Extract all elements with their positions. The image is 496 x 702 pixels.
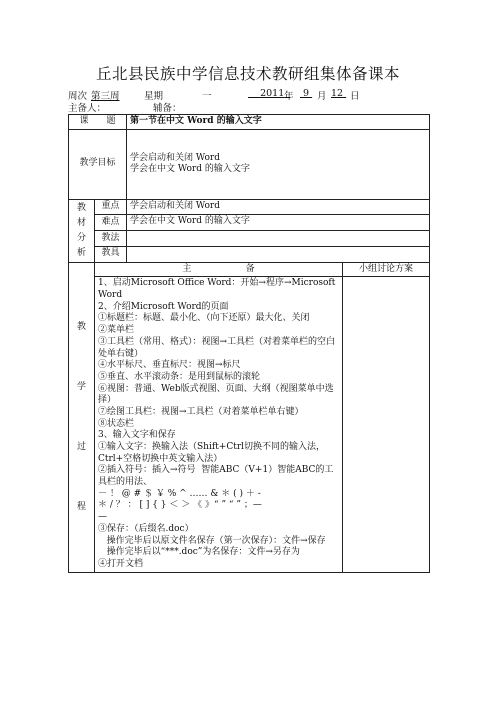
goals-value — [127, 129, 430, 199]
method-value — [127, 231, 430, 247]
process-line: ④水平标尺、垂直标尺：视图→标尺 — [98, 360, 241, 371]
process-line: ④打开文档 — [98, 558, 144, 569]
process-line: ③保存：（后缀名.doc） — [98, 523, 194, 534]
difficulty-label: 难点 — [95, 215, 127, 231]
key-label: 重点 — [95, 199, 127, 215]
document-title: 丘北县民族中学信息技术教研组集体备课本 — [95, 65, 400, 83]
assistant-label: 辅备： — [153, 103, 182, 114]
difficulty-value: 学会在中文 Word 的输入文字 — [127, 215, 430, 231]
symbol-line: － ！ @ # ＄ ￥ % ^ …… & ＊ ( ) ＋ - — [98, 488, 261, 499]
goal-item: 学会启动和关闭 Word — [130, 152, 220, 163]
discussion-header: 小组讨论方案 — [343, 262, 430, 277]
main-header-row — [69, 262, 430, 277]
process-line: 1、启动Microsoft Office Word：开始→程序→Microsoft Word — [98, 278, 339, 301]
year-unit: 年 — [284, 91, 294, 102]
process-content — [95, 277, 343, 572]
goals-label: 教学目标 — [69, 129, 127, 199]
process-line: ③工具栏（常用、格式）：视图→工具栏（对着菜单栏的空白处单右键） — [98, 336, 336, 359]
analysis-label: 教 材 分 析 — [69, 199, 95, 262]
process-line: ②插入符号：插入→符号 智能ABC（V+1）智能ABC的工具栏的用法、 — [98, 465, 334, 488]
month-unit: 月 — [317, 91, 327, 102]
process-line: ①标题栏：标题、最小化、（向下还原）最大化、关闭 — [98, 313, 310, 324]
tools-value — [127, 246, 430, 262]
week-value: 第三周 — [91, 91, 120, 102]
weekday-label: 星期 — [144, 91, 164, 102]
method-row — [69, 231, 430, 247]
key-value: 学会启动和关闭 Word — [127, 199, 430, 215]
process-line: 3、输入文字和保存 — [98, 430, 176, 441]
process-line: ⑥视图：普通、Web版式视图、页面、大纲（视图菜单中选择） — [98, 383, 334, 406]
process-line: ⑤垂直、水平滚动条：是用到鼠标的滚轮 — [98, 371, 261, 382]
week-label: 周次 — [68, 91, 88, 102]
goals-row — [69, 129, 430, 199]
tools-label: 教具 — [95, 246, 127, 262]
topic-value: 第一节在中文 Word 的输入文字 — [127, 115, 430, 130]
symbol-line: ＊ / ？ ： [ ] { } ＜ ＞ 《 》“ ” “ ” ；— — [98, 500, 262, 511]
symbol-line: — — [98, 512, 107, 523]
day-unit: 日 — [350, 91, 360, 102]
process-line: ②菜单栏 — [98, 325, 135, 336]
discussion-content — [343, 277, 430, 572]
main-header: 主 备 — [95, 262, 343, 277]
process-line: 操作完毕后以“***.doc”为名保存：文件→另存为 — [98, 547, 300, 558]
main-preparer-label: 主备人： — [68, 103, 107, 114]
topic-label: 课 题 — [69, 115, 127, 130]
goal-item: 学会在中文 Word 的输入文字 — [130, 164, 250, 175]
difficulty-row — [69, 215, 430, 231]
tools-row — [69, 246, 430, 262]
process-line: ⑦绘图工具栏：视图→工具栏（对着菜单栏单右键） — [98, 406, 304, 417]
year-value: 2011 — [260, 88, 285, 99]
month-value: 9 — [303, 88, 310, 99]
lesson-plan-table — [68, 114, 430, 573]
process-line: ⑧状态栏 — [98, 418, 135, 429]
process-label: 教 学 过 程 — [69, 262, 95, 572]
method-label: 教法 — [95, 231, 127, 247]
process-line: ①输入文字：换输入法（Shift+Ctrl切换不同的输入法，Ctrl+空格切换中英文输入法） — [98, 442, 326, 464]
process-line: 操作完毕后以原文件名保存（第一次保存）：文件→保存 — [98, 535, 326, 546]
process-line: 2、介绍Microsoft Word的页面 — [98, 301, 229, 312]
key-row — [69, 199, 430, 215]
process-row — [69, 277, 430, 572]
topic-row — [69, 115, 430, 130]
day-value: 12 — [331, 88, 344, 99]
weekday-value: 一 — [202, 91, 212, 102]
